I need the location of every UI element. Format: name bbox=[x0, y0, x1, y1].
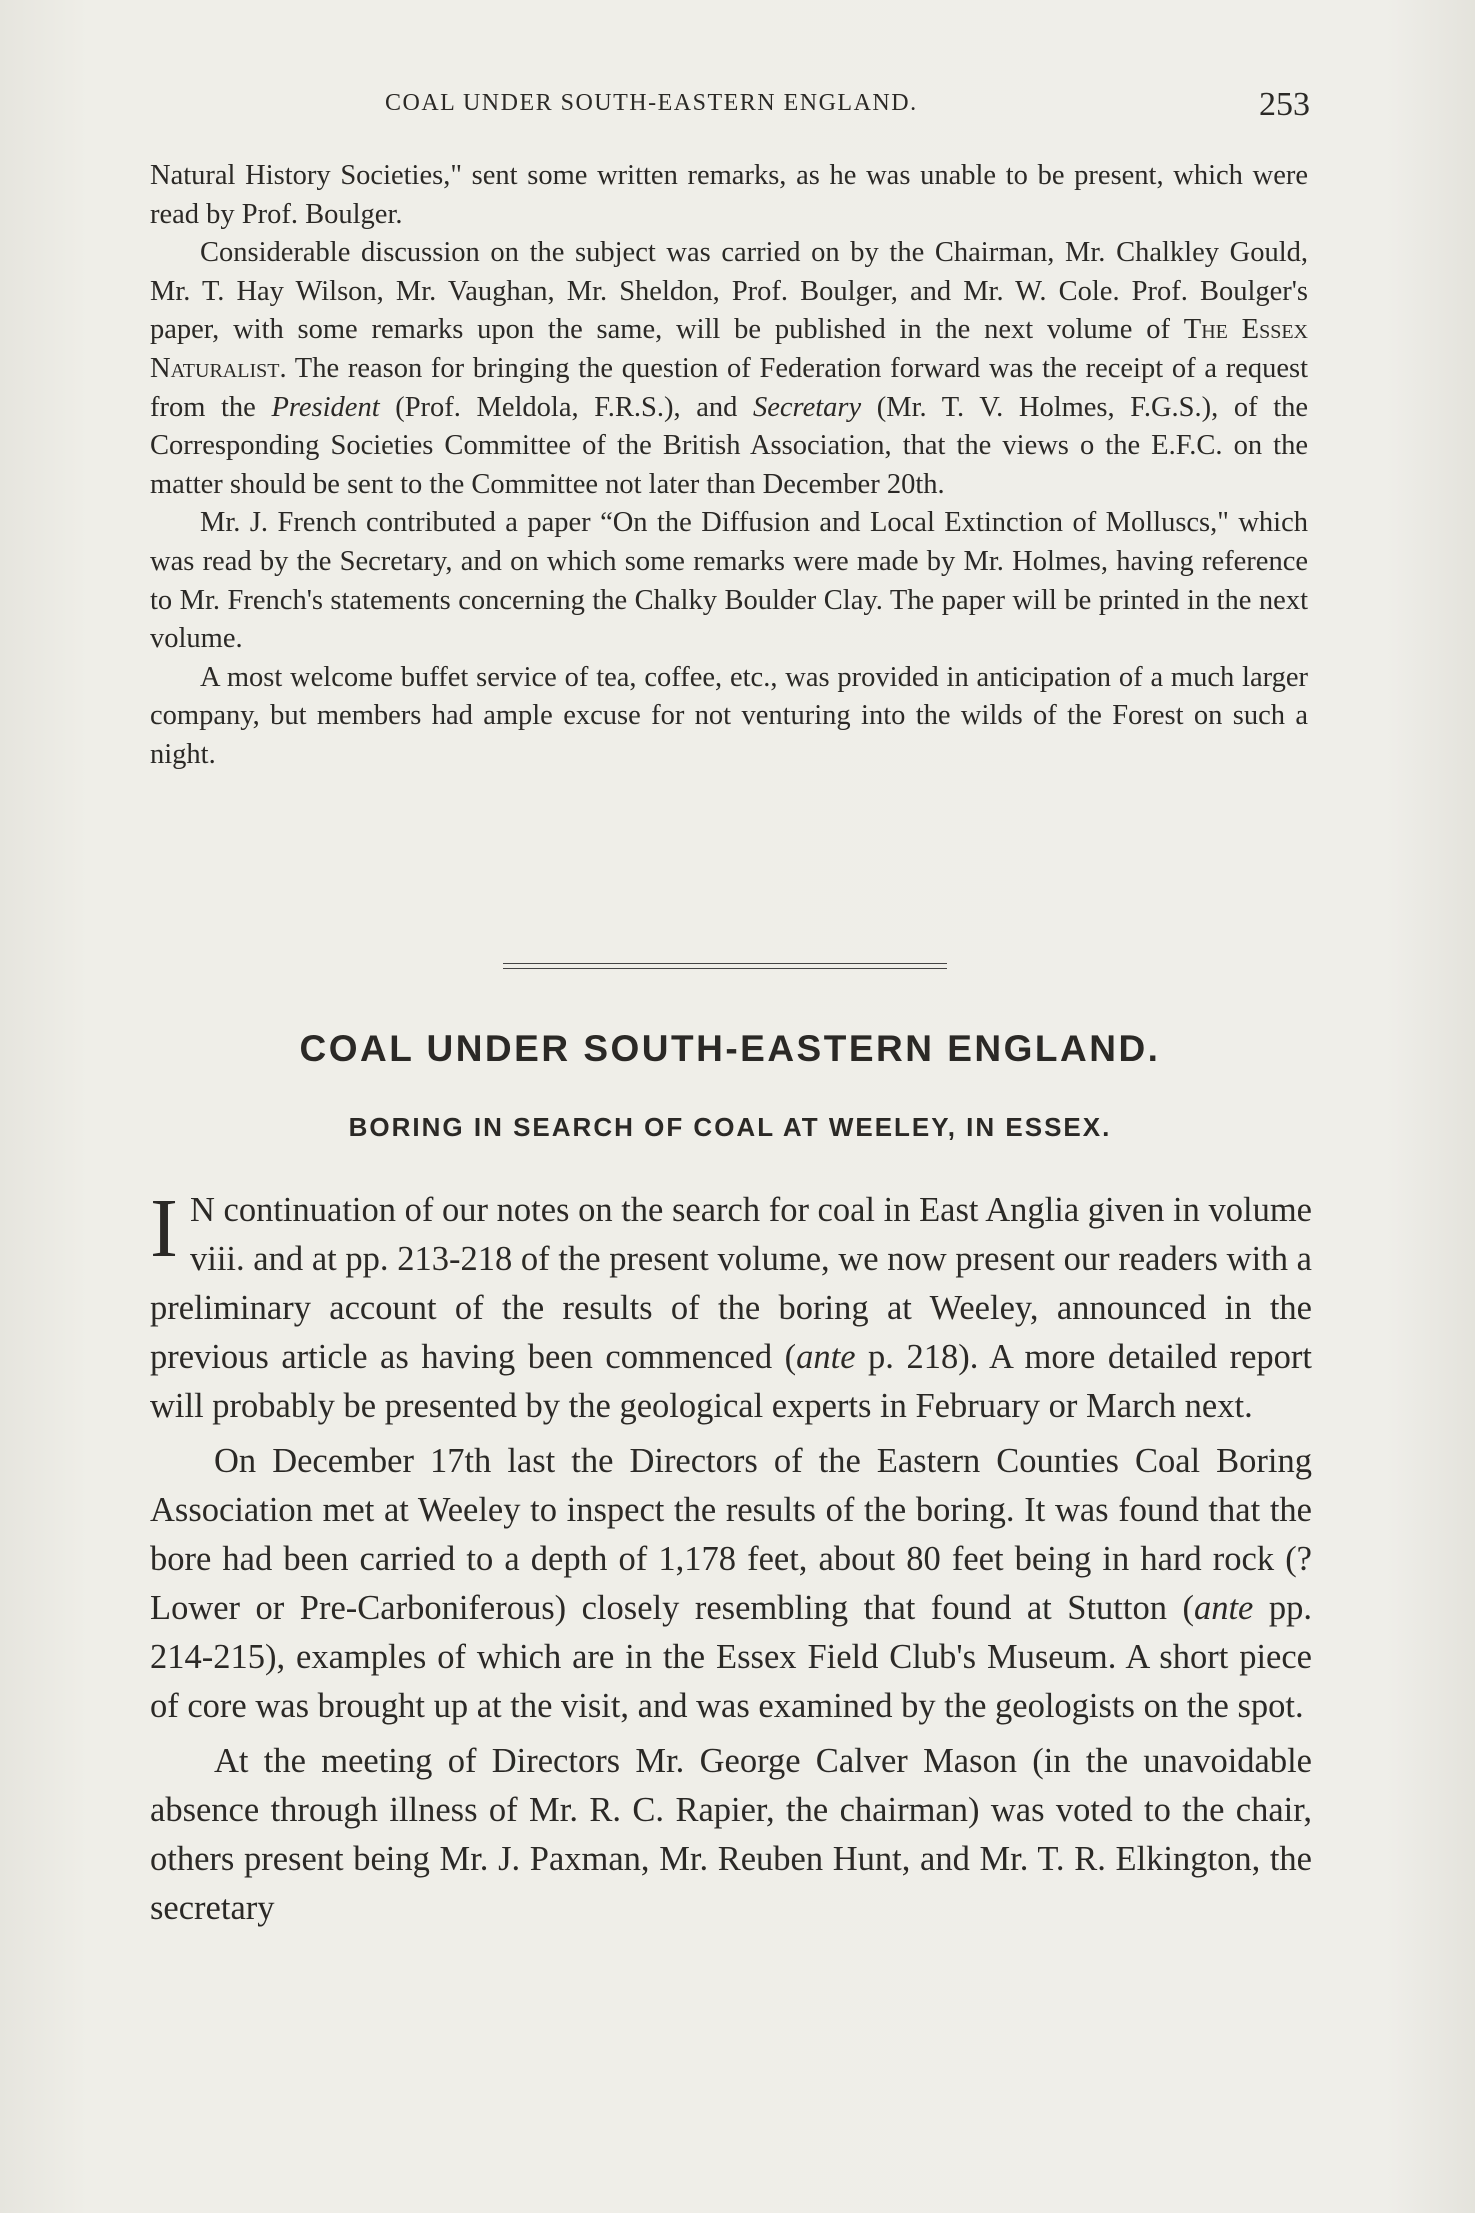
previous-article-text bbox=[150, 157, 1308, 775]
paragraph: Mr. J. French contributed a paper “On the Diffusion and Local Extinction of Molluscs," which was read by the Secretary, and on which some remarks were made by Mr. Holmes, having reference to Mr. French's statements concerning the Chalky Boulder Clay. The paper will be printed in the next volume. bbox=[150, 507, 1308, 655]
paragraph: I N continuation of our notes on the search for coal in East Anglia given in volume viii. and at pp. 213-218 of the present volume, we now present our readers with a preliminary account of the results of the boring at Weeley, announced in the previous article as having been commenced (ante p. 218). A more detailed report will probably be presented by the geological experts in February or March next. bbox=[150, 1182, 1312, 1425]
running-title: COAL UNDER SOUTH-EASTERN ENGLAND. bbox=[385, 90, 918, 116]
paragraph: On December 17th last the Directors of the Eastern Counties Coal Boring Association met at Weeley to inspect the results of the boring. It was found that the bore had been carried to a depth of 1,178 feet, about 80 feet being in hard rock (? Lower or Pre-Carboniferous) closely resembling that found at Stutton (ante pp. 214-215), examples of which are in the Essex Field Club's Museum. A short piece of core was brought up at the visit, and was examined by the geologists on the spot. bbox=[150, 1442, 1313, 1725]
page-number: 253 bbox=[1259, 86, 1310, 123]
italic-term: President bbox=[271, 391, 380, 423]
paragraph: Considerable discussion on the subject was carried on by the Chairman, Mr. Chalkley Gould, Mr. T. Hay Wilson, Mr. Vaughan, Mr. Sheldon, Prof. Boulger, and Mr. W. Cole. Prof. Boulger's paper, with some remarks upon the same, will be published in the next volume of The Essex Naturalist. The reason for bringing the question of Federation forward was the receipt of a request from the President (Prof. Meldola, F.R.S.), and Secretary (Mr. T. V. Holmes, F.G.S.), of the Corresponding Societies Committee of the British Association, that the views o the E.F.C. on the matter should be sent to the Committee not later than December 20th. bbox=[150, 237, 1309, 500]
running-head bbox=[150, 86, 1310, 126]
section-divider bbox=[503, 963, 947, 973]
journal-name: The Essex Naturalist. bbox=[150, 314, 1308, 384]
italic-term: ante bbox=[796, 1338, 856, 1376]
italic-term: ante bbox=[1193, 1589, 1254, 1627]
paragraph: Natural History Societies," sent some written remarks, as he was unable to be present, which were read by Prof. Boulger. bbox=[150, 160, 1308, 230]
article-title: COAL UNDER SOUTH-EASTERN ENGLAND. bbox=[299, 1028, 1161, 1069]
drop-cap: I bbox=[150, 1182, 178, 1275]
article-body bbox=[150, 1182, 1313, 1939]
italic-term: Secretary bbox=[753, 391, 862, 423]
article-subtitle: BORING IN SEARCH OF COAL AT WEELEY, IN ESSEX. bbox=[348, 1112, 1112, 1142]
paragraph: A most welcome buffet service of tea, coffee, etc., was provided in anticipation of a much larger company, but members had ample excuse for not venturing into the wilds of the Forest on such a night. bbox=[150, 661, 1308, 770]
paragraph: At the meeting of Directors Mr. George Calver Mason (in the unavoidable absence through illness of Mr. R. C. Rapier, the chairman) was voted to the chair, others present being Mr. J. Paxman, Mr. Reuben Hunt, and Mr. T. R. Elkington, the secretary bbox=[150, 1742, 1312, 1927]
